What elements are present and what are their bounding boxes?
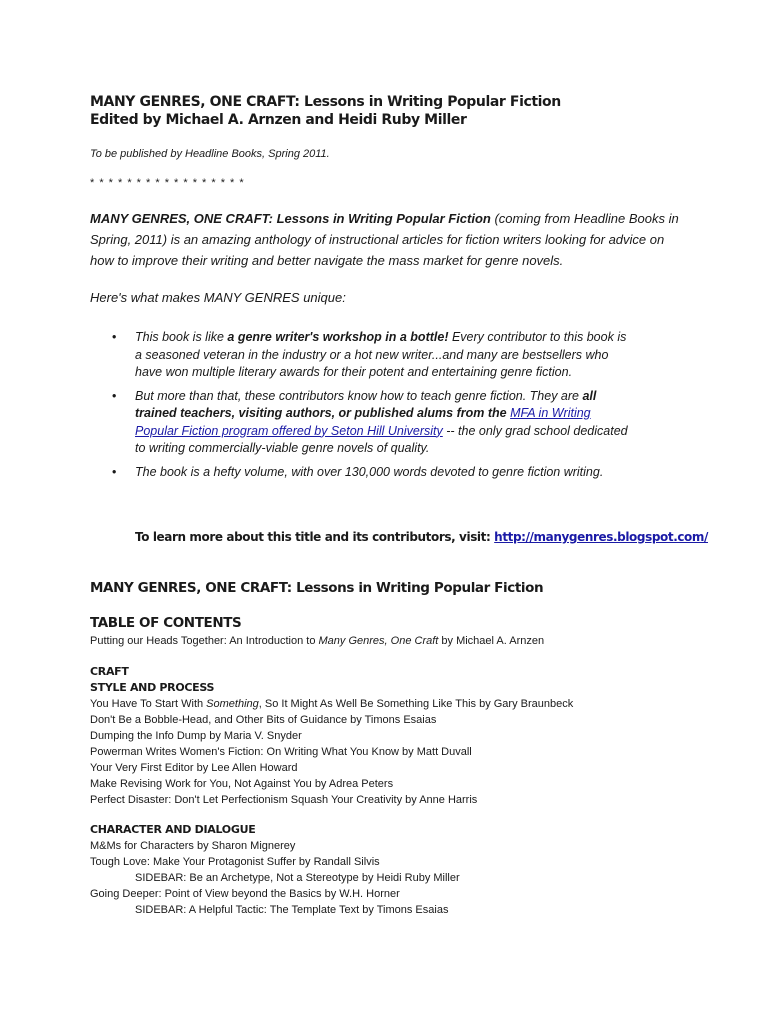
intro-book-title: MANY GENRES, ONE CRAFT: Lessons in Writing Popular Fiction	[90, 211, 491, 226]
toc-intro-line: Putting our Heads Together: An Introduction to Many Genres, One Craft by Michael A. Arnzen	[90, 635, 545, 647]
intro-paragraph	[90, 208, 680, 271]
toc-sidebar-entry: SIDEBAR: A Helpful Tactic: The Template Text by Timons Esaias	[135, 904, 449, 916]
mfa-program-link[interactable]: MFA in Writing Popular Fiction program offered by Seton Hill University	[135, 406, 591, 438]
unique-heading: Here's what makes MANY GENRES unique:	[90, 290, 346, 305]
toc-sidebar-entry: SIDEBAR: Be an Archetype, Not a Stereotype by Heidi Ruby Miller	[135, 872, 460, 884]
list-item: • This book is like a genre writer's workshop in a bottle! Every contributor to this book is a seasoned veteran in the industry or a hot new writer...and many are bestsellers who have won multiple literary awards for their potent and entertaining genre fiction.	[112, 330, 627, 379]
toc-book-title: MANY GENRES, ONE CRAFT: Lessons in Writing Popular Fiction	[90, 580, 544, 596]
intro-text: (coming from Headline Books in Spring, 2011) is an amazing anthology of instructional articles for fiction writers looking for advice on how to improve their writing and better navigate the mass market for genre novels.	[90, 211, 679, 268]
section-heading: CRAFT	[90, 665, 129, 678]
toc-entry: Powerman Writes Women's Fiction: On Writing What You Know by Matt Duvall	[90, 746, 472, 758]
toc-entry: Going Deeper: Point of View beyond the Basics by W.H. Horner	[90, 888, 400, 900]
separator: * * * * * * * * * * * * * * * * *	[90, 177, 245, 189]
toc-craft-section	[90, 664, 573, 808]
feature-list	[90, 329, 630, 487]
toc-entry: M&Ms for Characters by Sharon Mignerey	[90, 840, 296, 852]
learn-more-line	[135, 530, 708, 544]
toc-entry: You Have To Start With Something, So It Might As Well Be Something Like This by Gary Braunbeck	[90, 698, 574, 710]
publication-note: To be published by Headline Books, Spring 2011.	[90, 148, 330, 160]
toc-entry: Your Very First Editor by Lee Allen Howard	[90, 762, 298, 774]
toc-entry: Make Revising Work for You, Not Against You by Adrea Peters	[90, 778, 394, 790]
blog-link[interactable]: http://manygenres.blogspot.com/	[494, 530, 708, 544]
bullet-icon: •	[112, 330, 117, 344]
bullet-emphasis: all trained teachers, visiting authors, or published alums from the	[135, 388, 597, 420]
bullet-icon: •	[112, 388, 117, 403]
toc-character-section	[90, 822, 460, 918]
section-heading: STYLE AND PROCESS	[90, 681, 215, 694]
toc-entry: Dumping the Info Dump by Maria V. Snyder	[90, 730, 302, 742]
toc-entry: Tough Love: Make Your Protagonist Suffer by Randall Silvis	[90, 856, 380, 868]
toc-entry: Don't Be a Bobble-Head, and Other Bits of Guidance by Timons Esaias	[90, 714, 437, 726]
list-item: • The book is a hefty volume, with over 130,000 words devoted to genre fiction writing.	[90, 464, 630, 482]
doc-header	[90, 93, 561, 129]
bullet-icon: •	[112, 464, 117, 479]
list-item: • But more than that, these contributors know how to teach genre fiction. They are all trained teachers, visiting authors, or published alums from the MFA in Writing Popular Fiction program offered by Seton Hill University -- the only grad school dedicated to writing commercially-viable genre novels of quality.	[112, 388, 628, 455]
section-heading: CHARACTER AND DIALOGUE	[90, 823, 256, 836]
learn-more-text: To learn more about this title and its contributors, visit:	[135, 530, 495, 544]
bullet-emphasis: a genre writer's workshop in a bottle!	[227, 330, 449, 344]
editors-line: Edited by Michael A. Arnzen and Heidi Ruby Miller	[90, 112, 467, 128]
book-title: MANY GENRES, ONE CRAFT: Lessons in Writing Popular Fiction	[90, 94, 561, 110]
toc-entry: Perfect Disaster: Don't Let Perfectionism Squash Your Creativity by Anne Harris	[90, 794, 478, 806]
toc-heading: TABLE OF CONTENTS	[90, 615, 242, 631]
